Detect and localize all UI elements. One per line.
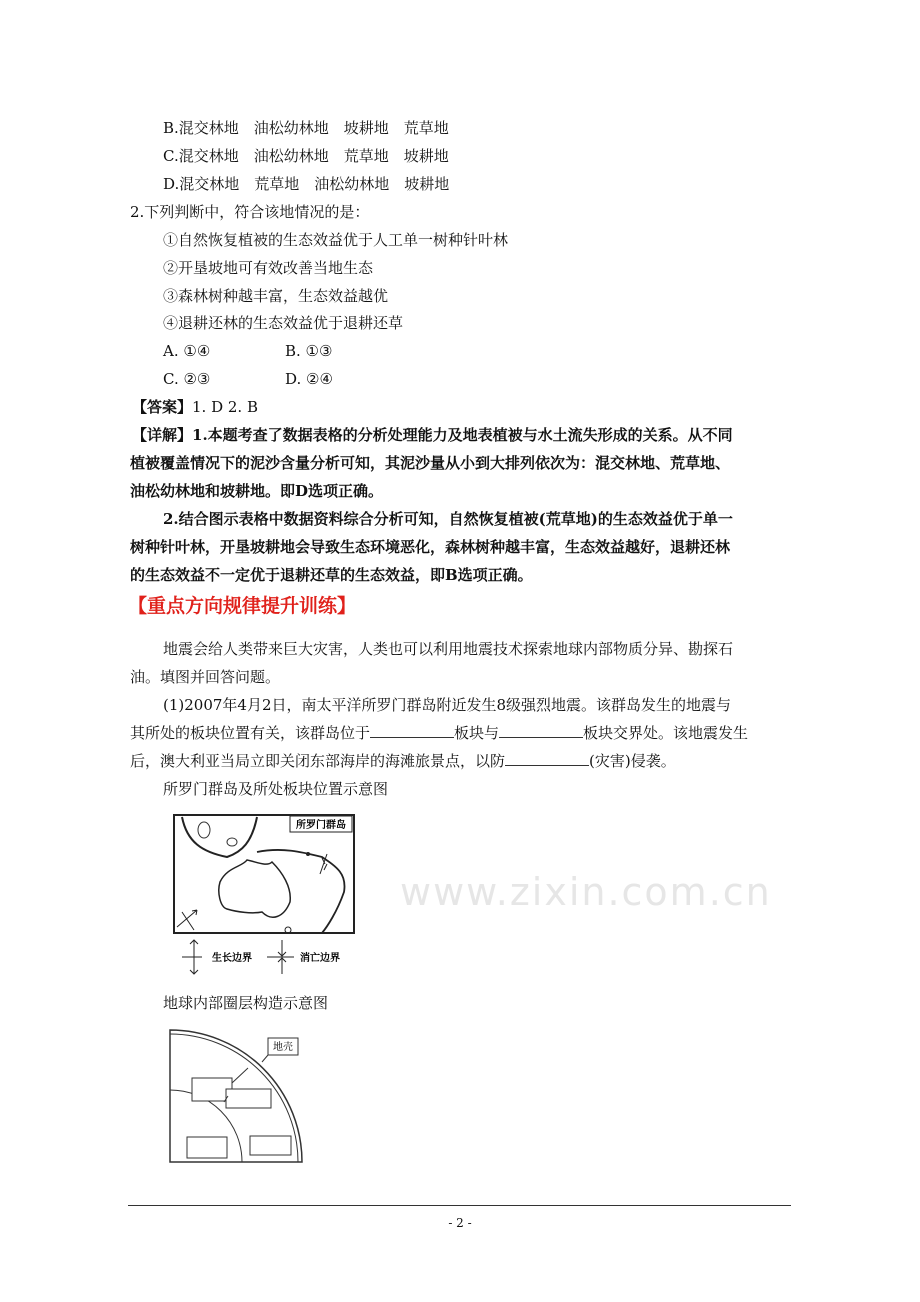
- answer-blank[interactable]: [505, 751, 589, 766]
- question-text-part: 板块与: [454, 724, 500, 742]
- intro-text: 油。填图并回答问题。: [130, 668, 281, 686]
- answer-blank[interactable]: [499, 723, 583, 738]
- map1-caption: 所罗门群岛及所处板块位置示意图: [163, 780, 389, 798]
- detail-text: 树种针叶林，开垦坡耕地会导致生态环境恶化，森林树种越丰富，生态效益越好，退耕还林: [130, 538, 731, 556]
- crust-label: 地壳: [273, 1042, 293, 1053]
- question-text: [130, 723, 748, 743]
- question-text-part: 后，澳大利亚当局立即关闭东部海岸的海滩旅景点，以防: [130, 752, 506, 770]
- detail-text: 植被覆盖情况下的泥沙含量分析可知，其泥沙量从小到大排列依次为：混交林地、荒草地、: [130, 454, 731, 472]
- q2-option-d: D. ②④: [285, 370, 333, 388]
- footer-divider: [128, 1205, 791, 1206]
- intro-text: 地震会给人类带来巨大灾害，人类也可以利用地震技术探索地球内部物质分异、勘探石: [163, 640, 734, 658]
- q2-option-b: B. ①③: [285, 342, 333, 360]
- solomon-plate-map: [172, 812, 358, 977]
- answer-line: [132, 397, 258, 417]
- detail-line: [132, 425, 733, 445]
- answer-blank[interactable]: [370, 723, 454, 738]
- question-text: [130, 751, 676, 771]
- q2-statement: ②开垦坡地可有效改善当地生态: [163, 259, 374, 277]
- q2-statement: ③森林树种越丰富，生态效益越优: [163, 287, 389, 305]
- q2-option-c: C. ②③: [163, 370, 211, 388]
- legend-subduction-boundary: 消亡边界: [300, 953, 340, 964]
- detail-text: 的生态效益不一定优于退耕还草的生态效益，即B选项正确。: [130, 566, 533, 584]
- q2-statement: ④退耕还林的生态效益优于退耕还草: [163, 314, 404, 332]
- detail-text: 1.本题考查了数据表格的分析处理能力及地表植被与水土流失形成的关系。从不同: [192, 426, 733, 444]
- map-label-solomon: 所罗门群岛: [296, 820, 346, 831]
- question-text-part: 板块交界处。该地震发生: [583, 724, 749, 742]
- detail-label: 【详解】: [132, 426, 193, 444]
- answer-label: 【答案】: [132, 398, 193, 416]
- map2-caption: 地球内部圈层构造示意图: [163, 994, 329, 1012]
- section-title: 【重点方向规律提升训练】: [128, 595, 357, 617]
- q2-stem: 2.下列判断中，符合该地情况的是：: [130, 203, 370, 221]
- answer-text: 1. D 2. B: [192, 398, 258, 416]
- q1-option-c: C.混交林地 油松幼林地 荒草地 坡耕地: [163, 147, 449, 165]
- detail-text: 2.结合图示表格中数据资料综合分析可知，自然恢复植被(荒草地)的生态效益优于单一: [163, 510, 733, 528]
- q2-option-a: A. ①④: [163, 342, 211, 360]
- q2-statement: ①自然恢复植被的生态效益优于人工单一树种针叶林: [163, 231, 509, 249]
- detail-text: 油松幼林地和坡耕地。即D选项正确。: [130, 482, 384, 500]
- question-text: (1)2007年4月2日，南太平洋所罗门群岛附近发生8级强烈地震。该群岛发生的地震与: [163, 696, 732, 714]
- q1-option-d: D.混交林地 荒草地 油松幼林地 坡耕地: [163, 175, 450, 193]
- page-number: - 2 -: [448, 1216, 472, 1230]
- legend-growth-boundary: 生长边界: [212, 953, 252, 964]
- question-text-part: (灾害)侵袭。: [589, 752, 676, 770]
- question-text-part: 其所处的板块位置有关，该群岛位于: [130, 724, 371, 742]
- q1-option-b: B.混交林地 油松幼林地 坡耕地 荒草地: [163, 119, 449, 137]
- watermark: www.zixin.com.cn: [400, 870, 772, 914]
- earth-layers-diagram: [168, 1028, 318, 1168]
